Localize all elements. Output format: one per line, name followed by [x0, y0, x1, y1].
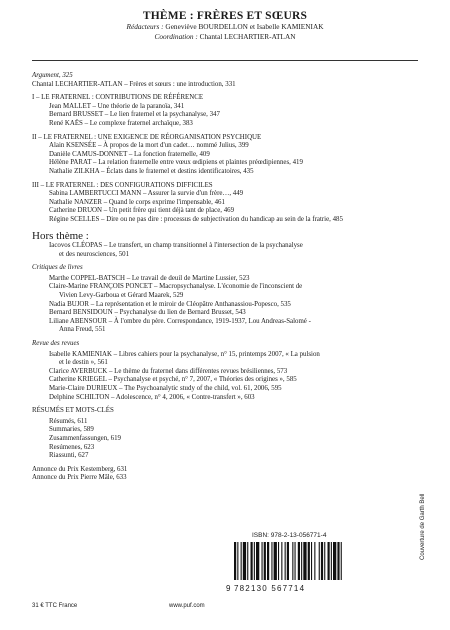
resume-line: Riassunti, 627	[49, 452, 89, 460]
resumes-heading: RÉSUMÉS ET MOTS-CLÉS	[32, 407, 114, 415]
toc-entry: Sabina LAMBERTUCCI MANN – Assurer la survie d'un frère…, 449	[49, 190, 244, 198]
coordination-name: Chantal LECHARTIER-ATLAN	[199, 31, 296, 41]
barcode-digits: 782130 567714	[234, 584, 306, 593]
coordination-label: Coordination :	[154, 31, 198, 41]
critique-line: Anna Freud, 551	[59, 326, 106, 334]
annonces	[32, 466, 422, 483]
resume-line: Résumés, 611	[49, 417, 88, 425]
redacteurs-line	[0, 22, 450, 32]
toc-entry: Jean MALLET – Une théorie de la paranoïa, 341	[49, 102, 185, 110]
coordination-line	[0, 32, 450, 42]
section-1	[32, 94, 422, 128]
section-3	[32, 182, 422, 225]
intro-line: Chantal LECHARTIER-ATLAN – Frères et sœurs : une introduction, 331	[32, 80, 236, 88]
redacteurs-label: Rédacteurs :	[126, 22, 164, 31]
hors-theme-line: et des neurosciences, 501	[59, 250, 130, 258]
revue-line: Isabelle KAMIENIAK – Libres cahiers pour la psychanalyse, n° 15, printemps 2007, « La pulsion	[49, 350, 320, 358]
critique-line: Marthe COPPEL-BATSCH – Le travail de deuil de Martine Lussier, 523	[49, 274, 250, 282]
price-text: 31 € TTC France	[32, 603, 78, 609]
section-heading: I – LE FRATERNEL : CONTRIBUTIONS DE RÉFÉRENCE	[32, 94, 204, 102]
toc-entry: René KAËS – Le complexe fraternel archaïque, 383	[49, 119, 193, 127]
header-rule	[32, 60, 418, 61]
table-of-contents	[32, 72, 422, 483]
revue-line: Clarice AVERBUCK – Le thème du fraternel dans différentes revues brésiliennes, 573	[49, 367, 288, 375]
toc-entry: Régine SCELLES – Dire ou ne pas dire : processus de subjectivation du handicap au sein de la fratrie, 485	[49, 215, 343, 223]
revues-heading: Revue des revues	[32, 340, 80, 348]
resume-line: Resúmenes, 623	[49, 443, 95, 451]
barcode-first-digit: 9	[226, 584, 231, 593]
toc-entry: Bernard BRUSSET – Le lien fraternel et la psychanalyse, 347	[49, 111, 220, 119]
resume-line: Summaries, 589	[49, 426, 94, 434]
argument-line: Argument, 325	[32, 72, 73, 79]
hors-theme-line: Iacovos CLÉOPAS – Le transfert, un champ transitionnel à l'intersection de la psychanalyse	[49, 242, 303, 250]
hors-theme-heading: Hors thème :	[32, 229, 89, 242]
revue-line: Catherine KRIEGEL – Psychanalyse et psyché, n° 7, 2007, « Théories des origines », 585	[49, 376, 297, 384]
website-url: www.puf.com	[169, 603, 205, 609]
revue-line: Marie-Claire DURIEUX – The Psychoanalytic study of the child, vol. 61, 2006, 595	[49, 385, 282, 392]
section-heading: II – LE FRATERNEL : UNE EXIGENCE DE RÉORGANISATION PSYCHIQUE	[32, 133, 262, 141]
page-header	[0, 10, 450, 41]
isbn-text: ISBN: 978-2-13-056771-4	[252, 532, 327, 539]
toc-entry: Catherine DRUON – Un petit frère qui tient déjà tant de place, 469	[49, 207, 235, 215]
critique-line: Vivien Levy-Garboua et Gérard Maarek, 529	[59, 292, 184, 300]
isbn-box	[226, 532, 402, 539]
critique-line: Claire-Marine FRANÇOIS PONCET – Macropsychanalyse. L'économie de l'inconscient de	[49, 283, 303, 291]
critiques-heading: Critiques de livres	[32, 264, 83, 272]
toc-entry: Nathalie NANZER – Quand le corps exprime l'impensable, 461	[49, 198, 225, 206]
section-heading: III – LE FRATERNEL : DES CONFIGURATIONS DIFFICILES	[32, 181, 213, 189]
redacteurs-names: Geneviève BOURDELLON et Isabelle KAMIENIAK	[165, 22, 324, 31]
critique-line: Liliane ABENSOUR – À l'ombre du père. Correspondance, 1919-1937, Lou Andreas-Salomé -	[49, 317, 311, 325]
theme-title: THÈME : FRÈRES ET SŒURS	[142, 10, 308, 22]
annonce-line: Annonce du Prix Kestemberg, 631	[32, 465, 128, 473]
revue-line: et le destin », 561	[59, 359, 108, 367]
critique-line: Bernard BENSIDOUN – Psychanalyse du lien de Bernard Brusset, 543	[49, 309, 246, 317]
section-2	[32, 134, 422, 177]
toc-entry: Hélène PARAT – La relation fraternelle entre vœux œdipiens et plaintes préœdipiennes, 419	[49, 159, 303, 167]
toc-entry: Danièle CAMUS-DONNET – La fonction fraternelle, 409	[49, 150, 210, 158]
critique-line: Nadia BUJOR – La représentation et le miroir de Cléopâtre Anthanassiou-Popesco, 535	[49, 300, 291, 308]
annonce-line: Annonce du Prix Pierre Mâle, 633	[32, 474, 127, 482]
barcode-icon	[226, 542, 402, 582]
toc-entry: Nathalie ZILKHA – Éclats dans le fraternel et destins identificatoires, 435	[49, 167, 254, 175]
cover-credit: Couverture de Garth Bell	[420, 493, 426, 560]
resume-line: Zusammenfassungen, 619	[49, 434, 121, 442]
revue-line: Delphine SCHILTON – Adolescence, n° 4, 2006, « Contre-transfert », 603	[49, 393, 255, 401]
toc-entry: Alain KSENSÉE – À propos de la mort d'un cadet… nommé Julius, 399	[49, 142, 249, 150]
